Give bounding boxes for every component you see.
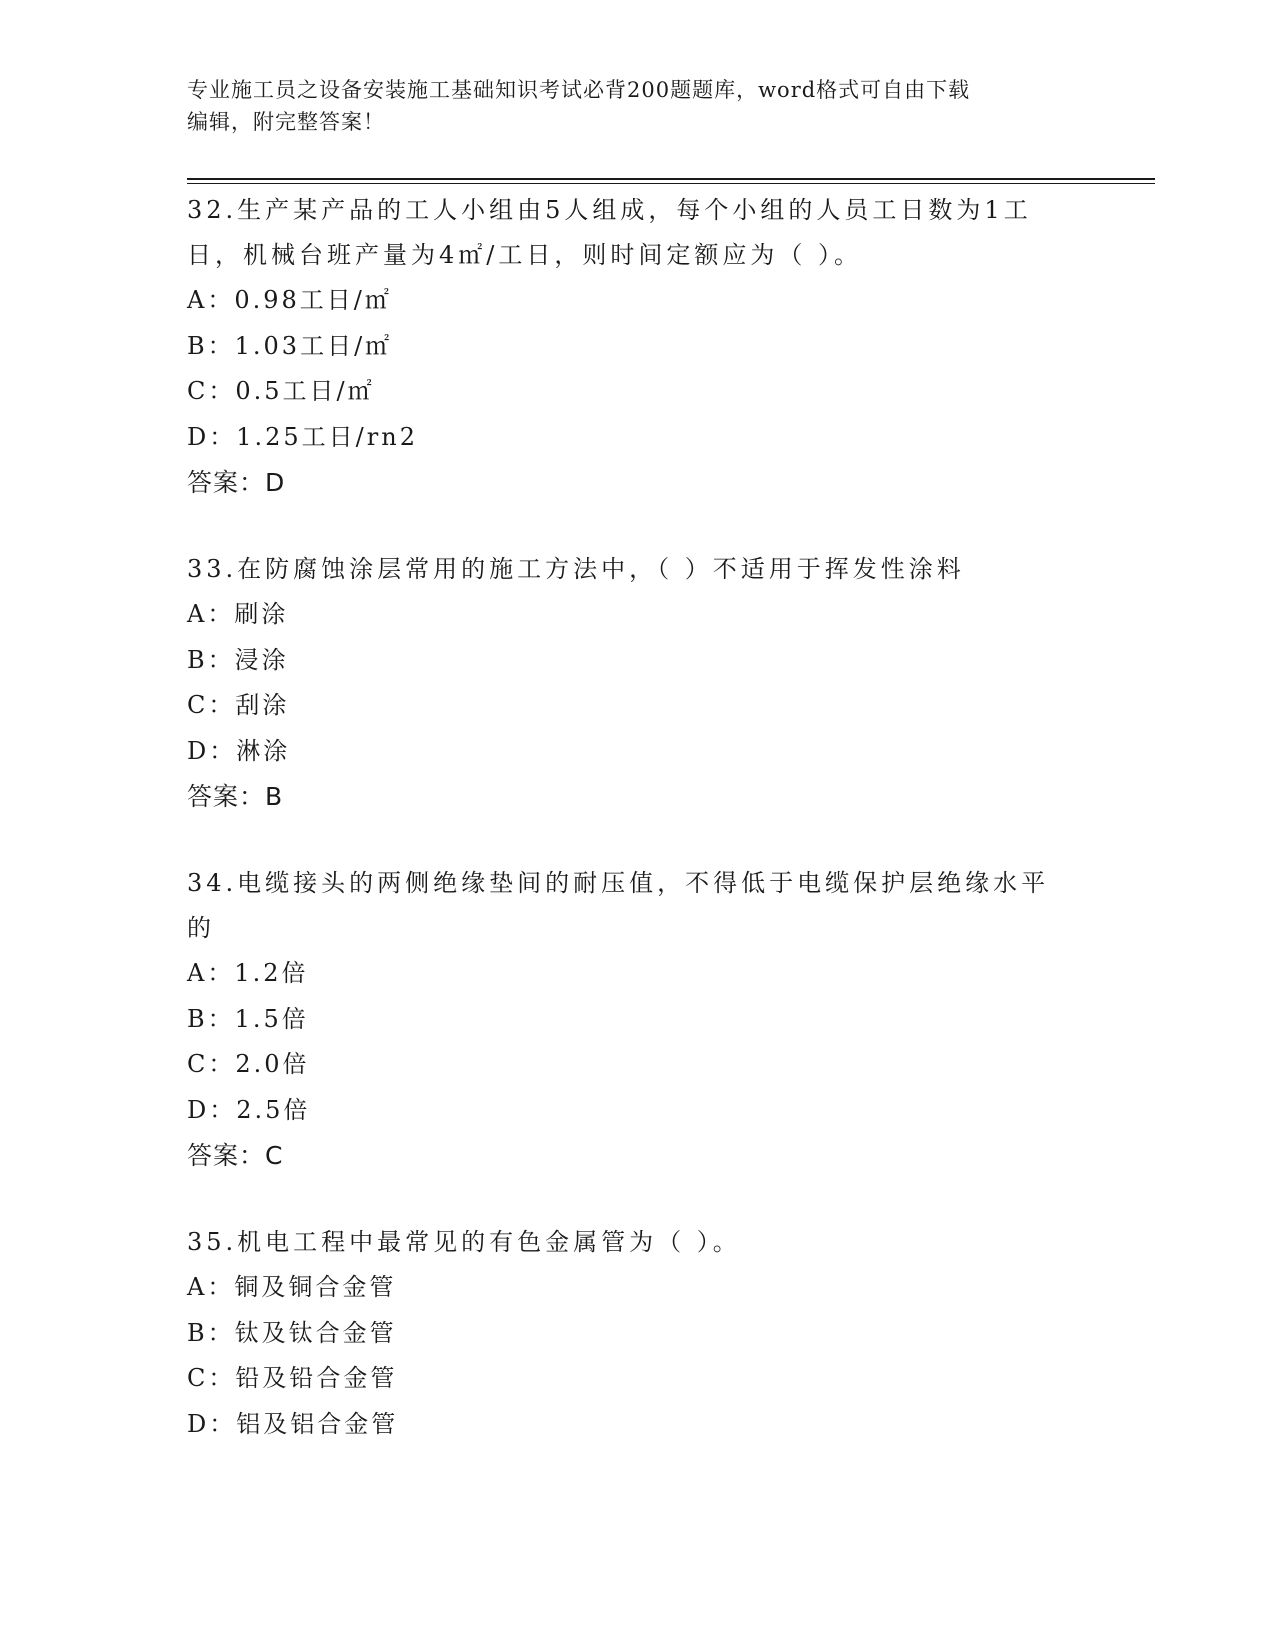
header-title-line-2: 编辑，附完整答案！ [187,110,385,134]
header-divider-thick [187,178,1155,180]
question-35 [187,1220,1087,1447]
option-b: B：1.5倍 [187,1004,309,1033]
header-title-line-1: 专业施工员之设备安装施工基础知识考试必背200题题库，word格式可自由下载 [187,78,971,102]
option-a: A：1.2倍 [187,959,309,987]
question-stem-line-1: 34.电缆接头的两侧绝缘垫间的耐压值，不得低于电缆保护层绝缘水平 [187,869,1050,897]
answer-line: 答案：C [187,1141,284,1170]
option-a: A：刷涂 [187,600,289,628]
header-divider-thin [187,183,1155,184]
document-header [187,74,1087,138]
question-33 [187,547,1087,819]
question-list [187,188,1087,1489]
question-stem-line-1: 32.生产某产品的工人小组由5人组成，每个小组的人员工日数为1工 [187,196,1032,224]
option-b: B：钛及钛合金管 [187,1318,397,1347]
question-34 [187,861,1087,1178]
question-stem-line-2: 的 [187,914,215,942]
option-c: C：铅及铅合金管 [187,1364,398,1392]
answer-line: 答案：B [187,782,284,811]
option-d: D：淋涂 [187,736,291,765]
question-stem-line-1: 35.机电工程中最常见的有色金属管为（ ）。 [187,1228,741,1256]
question-32 [187,188,1087,505]
question-stem-line-2: 日，机械台班产量为4㎡/工日，则时间定额应为（ ）。 [187,241,862,269]
option-b: B：浸涂 [187,645,289,674]
option-c: C：0.5工日/㎡ [187,377,375,405]
option-d: D：1.25工日/rn2 [187,422,418,451]
answer-line: 答案：D [187,468,286,497]
option-a: A：铜及铜合金管 [187,1273,397,1301]
option-c: C：2.0倍 [187,1050,310,1078]
option-d: D：2.5倍 [187,1095,311,1124]
option-d: D：铝及铝合金管 [187,1409,399,1438]
option-c: C：刮涂 [187,691,290,719]
option-a: A：0.98工日/㎡ [187,286,392,314]
option-b: B：1.03工日/㎡ [187,331,393,360]
question-stem-line-1: 33.在防腐蚀涂层常用的施工方法中，（ ）不适用于挥发性涂料 [187,555,965,583]
